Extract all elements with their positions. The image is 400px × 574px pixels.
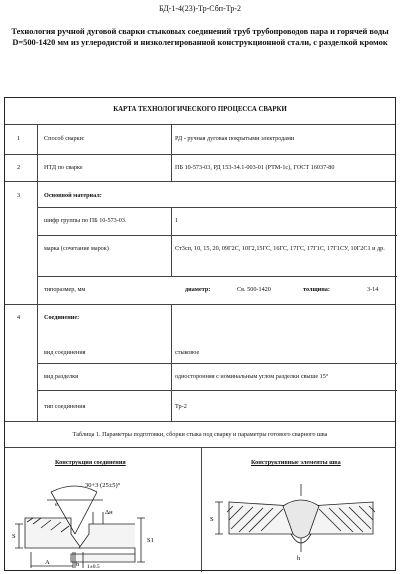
row-4-label: Соединение: [44,314,80,321]
row-4-num: 4 [17,314,21,321]
c-label: 1±0.5 [87,564,100,570]
card-title: КАРТА ТЕХНОЛОГИЧЕСКОГО ПРОЦЕССА СВАРКИ [113,106,287,113]
s-label: S [12,533,16,540]
row-4c-label: тип соединения [44,403,86,410]
row-4a-value: стыковое [175,349,200,356]
row-2-value: ПБ 10-573-03, РД 153-34.1-003-01 (РТМ-1с), ГОСТ 16037-80 [175,164,335,171]
dh-label: Δн [105,509,113,516]
diameter-value: Св. 500-1420 [237,286,271,293]
row-3-label: Основной материал: [44,192,102,199]
row-4b-value: односторонняя с номинальным углом разделки свыше 15° [175,373,329,380]
row-1-num: 1 [17,135,21,142]
row-2-num: 2 [17,164,21,171]
row-3a-label: шифр группы по ПБ 10-573-03. [44,217,127,224]
a-label: A [45,559,50,566]
row-3-num: 3 [17,192,21,199]
row-1-value: РД - ручная дуговая покрытыми электродами [175,135,295,142]
row-3c-label: типоразмер, мм [44,286,86,293]
fig-right-title: Конструктивные элементы шва [251,459,341,466]
process-card [4,97,396,571]
fig-left-title: Конструкция соединения [55,459,126,466]
row-2-label: НТД по сварке [44,164,83,171]
h-label-right: h [297,555,301,562]
document-title: Технология ручной дуговой сварки стыковых соединений труб трубопроводов пара и горячей воды D=500-1420 мм из углеродистой и низколегированной конструкционной стали, с разделкой кромок [11,27,389,47]
row-3a-value: 1 [175,217,179,224]
row-3b-label: марка (сочетание марок) [44,245,109,252]
table-caption: Таблица 1. Параметры подготовки, сборки стыка под сварку и параметры готового сварного шва [72,431,328,438]
document-code: БД-1-4(23)-Тр-Сбп-Тр-2 [158,4,241,13]
row-3b-value: Ст3сп, 10, 15, 20, 09Г2С, 10Г2,15ГС, 16ГС, 17ГС, 17Г1С, 17Г1СУ, 10Г2С1 и др. [175,245,385,252]
thickness-value: 3-14 [367,286,379,293]
row-4c-value: Тр-2 [175,403,187,410]
b-label: b [76,561,80,568]
s1-label: S1 [147,537,154,544]
row-4a-label: вид соединения [44,349,86,356]
joint-design-drawing [11,472,197,570]
diameter-label: диаметр: [185,286,211,293]
e-label: e [55,501,58,508]
thickness-label: толщина: [303,286,330,293]
weld-elements-drawing [209,472,393,570]
row-4b-label: вид разделки [44,373,79,380]
row-1-label: Способ сварки: [44,135,85,142]
s-label-right: S [210,516,214,523]
angle-label: 30+3 (25±5)° [85,482,121,489]
